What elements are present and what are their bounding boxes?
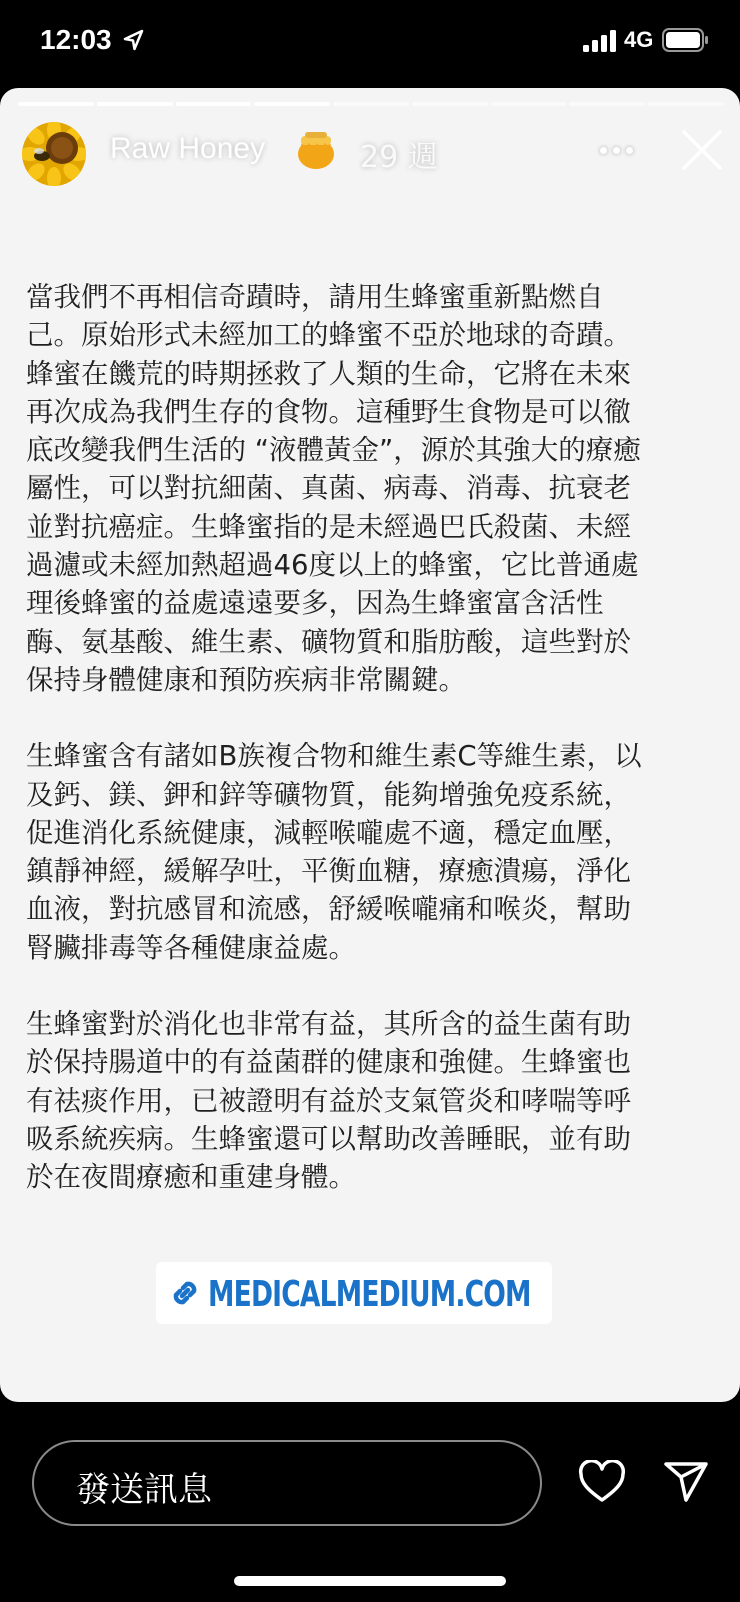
status-bar bbox=[0, 0, 740, 88]
text-line: 鎮靜神經，緩解孕吐，平衡血糖，療癒潰瘍，淨化 bbox=[26, 855, 631, 888]
post-time: 29 週 bbox=[360, 140, 438, 175]
username[interactable]: Raw Honey bbox=[110, 132, 266, 165]
story-body-text bbox=[26, 278, 726, 1235]
text-line: 生蜂蜜含有諸如B族複合物和維生素C等維生素，以 bbox=[26, 740, 642, 773]
text-line: 生蜂蜜對於消化也非常有益，其所含的益生菌有助 bbox=[26, 1008, 631, 1041]
progress-segment bbox=[333, 102, 409, 106]
battery-icon bbox=[662, 28, 710, 52]
progress-segment bbox=[18, 102, 94, 106]
text-line: 屬性，可以對抗細菌、真菌、病毒、消毒、抗衰老 bbox=[26, 472, 631, 505]
text-line: 於在夜間療癒和重建身體。 bbox=[26, 1161, 356, 1194]
text-line: 吸系統疾病。生蜂蜜還可以幫助改善睡眠，並有助 bbox=[26, 1122, 631, 1155]
link-sticker[interactable] bbox=[156, 1262, 552, 1324]
dot bbox=[626, 147, 633, 154]
text-line: 再次成為我們生存的食物。這種野生食物是可以徹 bbox=[26, 395, 631, 428]
progress-segment bbox=[176, 102, 252, 106]
send-icon[interactable] bbox=[662, 1460, 710, 1504]
sunflower-bee-image bbox=[22, 122, 86, 186]
text-line: 有祛痰作用，已被證明有益於支氣管炎和哮喘等呼 bbox=[26, 1084, 631, 1117]
honey-pot-icon bbox=[295, 130, 337, 170]
avatar[interactable] bbox=[22, 122, 86, 186]
paragraph-3 bbox=[26, 1005, 726, 1196]
text-line: 保持身體健康和預防疾病非常關鍵。 bbox=[26, 663, 466, 696]
paragraph-1 bbox=[26, 278, 726, 699]
location-arrow-icon bbox=[122, 28, 146, 52]
progress-segment bbox=[254, 102, 330, 106]
text-line: 理後蜂蜜的益處遠遠要多，因為生蜂蜜富含活性 bbox=[26, 587, 604, 620]
status-time: 12:03 bbox=[40, 24, 112, 55]
story-progress-bar bbox=[18, 102, 724, 106]
home-indicator bbox=[234, 1576, 506, 1586]
text-line: 於保持腸道中的有益菌群的健康和強健。生蜂蜜也 bbox=[26, 1046, 631, 1079]
text-line: 酶、氨基酸、維生素、礦物質和脂肪酸，這些對於 bbox=[26, 625, 631, 658]
progress-segment bbox=[412, 102, 488, 106]
dot bbox=[600, 147, 607, 154]
progress-segment bbox=[97, 102, 173, 106]
text-line: 蜂蜜在饑荒的時期拯救了人類的生命，它將在未來 bbox=[26, 357, 631, 390]
paragraph-2 bbox=[26, 737, 726, 967]
text-line: 腎臟排毒等各種健康益處。 bbox=[26, 931, 356, 964]
text-line: 底改變我們生活的 “液體黃金”，源於其強大的療癒 bbox=[26, 434, 641, 467]
signal-bars-icon bbox=[583, 30, 617, 52]
progress-segment bbox=[569, 102, 645, 106]
more-options-button[interactable] bbox=[600, 140, 640, 160]
text-line: 血液，對抗感冒和流感，舒緩喉嚨痛和喉炎，幫助 bbox=[26, 893, 631, 926]
text-line: 促進消化系統健康，減輕喉嚨處不適，穩定血壓， bbox=[26, 816, 631, 849]
network-type: 4G bbox=[624, 27, 654, 52]
link-sticker-label: MEDICALMEDIUM.COM bbox=[208, 1274, 531, 1315]
story-card[interactable] bbox=[0, 88, 740, 1402]
text-line: 當我們不再相信奇蹟時，請用生蜂蜜重新點燃自 bbox=[26, 281, 604, 313]
text-line: 己。原始形式未經加工的蜂蜜不亞於地球的奇蹟。 bbox=[26, 319, 631, 352]
progress-segment bbox=[648, 102, 724, 106]
close-icon[interactable] bbox=[680, 128, 724, 172]
reply-message-input[interactable] bbox=[32, 1440, 542, 1526]
dot bbox=[613, 147, 620, 154]
text-line: 並對抗癌症。生蜂蜜指的是未經過巴氏殺菌、未經 bbox=[26, 510, 631, 543]
progress-segment bbox=[491, 102, 567, 106]
reply-placeholder: 發送訊息 bbox=[76, 1470, 212, 1510]
link-icon bbox=[166, 1274, 204, 1312]
text-line: 過濾或未經加熱超過46度以上的蜂蜜，它比普通處 bbox=[26, 549, 639, 582]
heart-icon[interactable] bbox=[578, 1460, 626, 1504]
text-line: 及鈣、鎂、鉀和鋅等礦物質，能夠增強免疫系統， bbox=[26, 778, 631, 811]
